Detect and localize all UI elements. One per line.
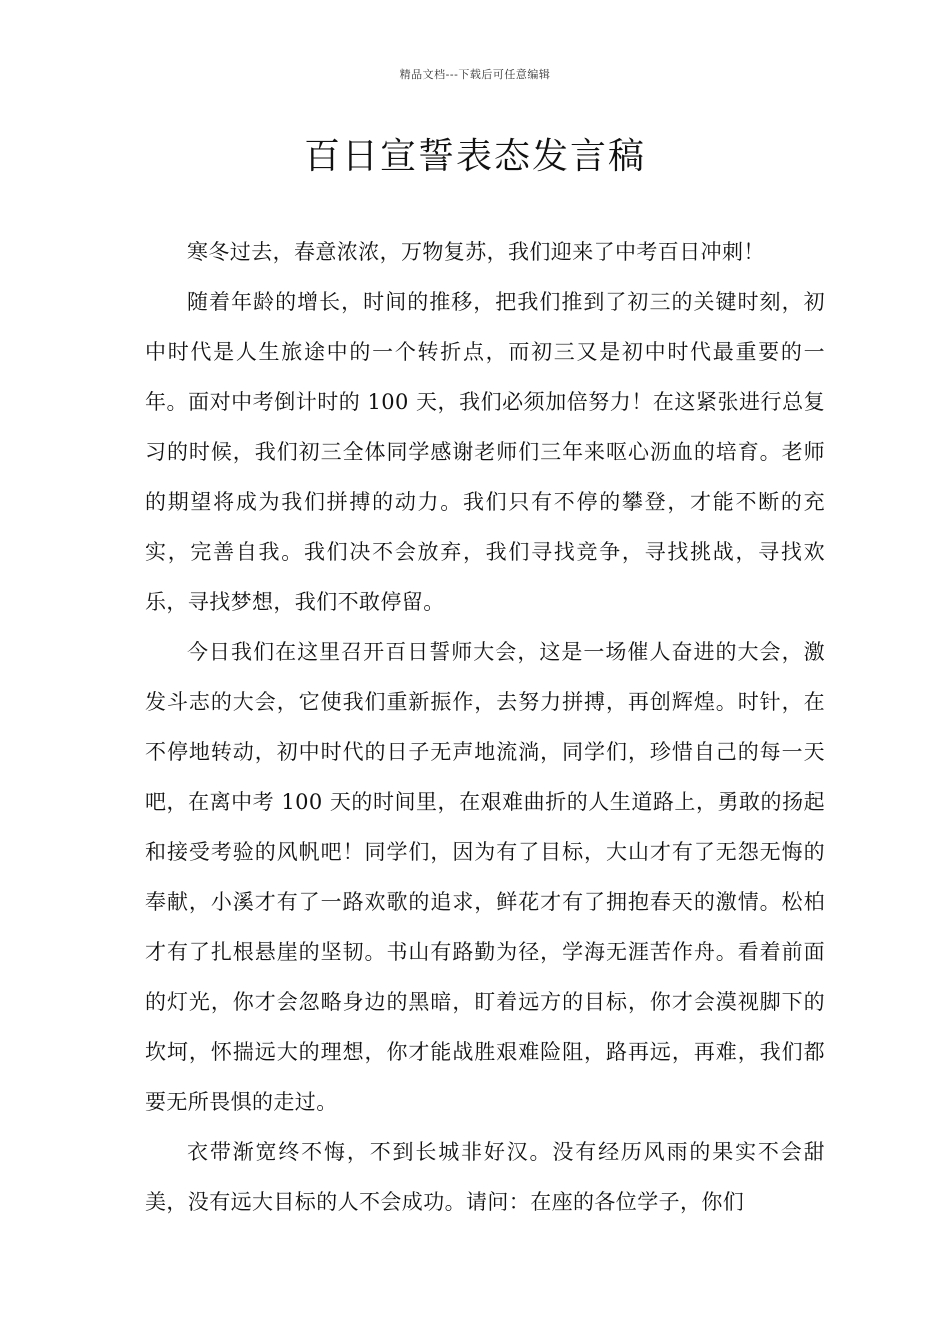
paragraph: 随着年龄的增长，时间的推移，把我们推到了初三的关键时刻，初中时代是人生旅途中的一个转折点，而初三又是初中时代最重要的一年。面对中考倒计时的 100 天，我们必须加倍努力！在这紧张进行总复习的时候，我们初三全体同学感谢老师们三年来呕心沥血的培育。老师的期望将成为我们拼搏的动力。我们只有不停的攀登，才能不断的充实，完善自我。我们决不会放弃，我们寻找竞争，寻找挑战，寻找欢乐，寻找梦想，我们不敢停留。	[145, 290, 825, 614]
header-note: 精品文档---下载后可任意编辑	[399, 68, 551, 81]
paragraph: 寒冬过去，春意浓浓，万物复苏，我们迎来了中考百日冲刺！	[187, 240, 765, 264]
page-title: 百日宣誓表态发言稿	[303, 136, 646, 177]
paragraph: 今日我们在这里召开百日誓师大会，这是一场催人奋进的大会，激发斗志的大会，它使我们重新振作，去努力拼搏，再创辉煌。时针，在不停地转动，初中时代的日子无声地流淌，同学们，珍惜自己的每一天吧，在离中考 100 天的时间里，在艰难曲折的人生道路上，勇敢的扬起和接受考验的风帆吧！同学们，因为有了目标，大山才有了无怨无悔的奉献，小溪才有了一路欢歌的追求，鲜花才有了拥抱春天的激情。松柏才有了扎根悬崖的坚韧。书山有路勤为径，学海无涯苦作舟。看着前面的灯光，你才会忽略身边的黑暗，盯着远方的目标，你才会漠视脚下的坎坷，怀揣远大的理想，你才能战胜艰难险阻，路再远，再难，我们都要无所畏惧的走过。	[145, 640, 825, 1114]
paragraph: 衣带渐宽终不悔，不到长城非好汉。没有经历风雨的果实不会甜美，没有远大目标的人不会成功。请问：在座的各位学子，你们	[145, 1140, 825, 1214]
body-text	[145, 227, 825, 1227]
